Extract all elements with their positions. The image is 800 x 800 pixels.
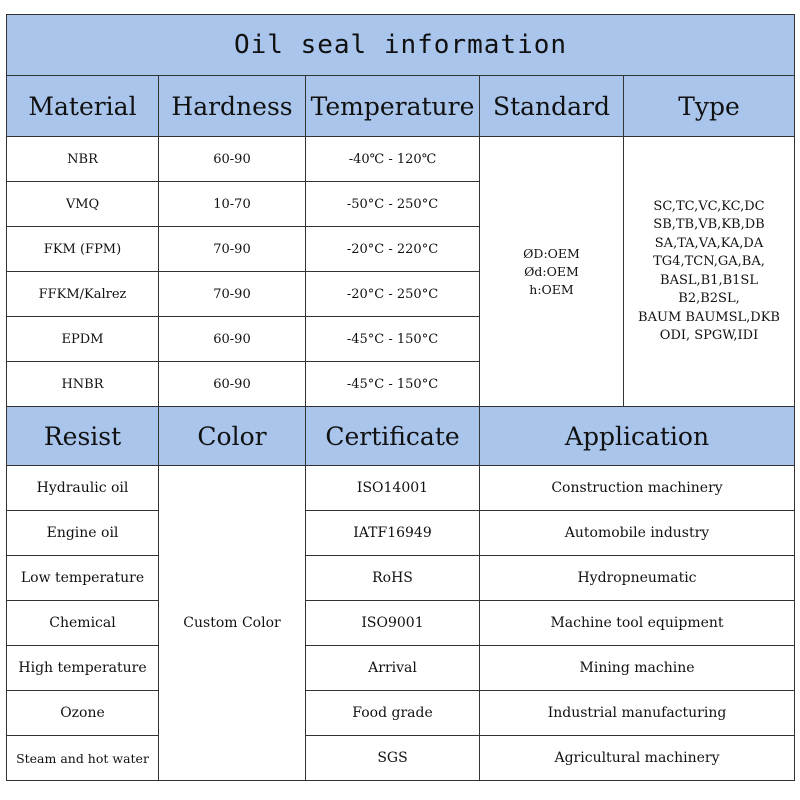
temperature-cell: -20°C - 250°C bbox=[306, 272, 480, 317]
header-certificate: Certificate bbox=[306, 407, 480, 466]
hardness-cell: 70-90 bbox=[159, 272, 306, 317]
type-line: SC,TC,VC,KC,DC bbox=[653, 198, 765, 214]
material-cell: HNBR bbox=[7, 362, 159, 407]
standard-line: h:OEM bbox=[529, 281, 574, 297]
certificate-cell: ISO9001 bbox=[306, 601, 480, 646]
hardness-cell: 70-90 bbox=[159, 227, 306, 272]
resist-cell: Engine oil bbox=[7, 511, 159, 556]
standard-cell bbox=[480, 137, 624, 407]
type-line: ODI, SPGW,IDI bbox=[659, 328, 759, 343]
material-cell: NBR bbox=[7, 137, 159, 182]
type-line: TG4,TCN,GA,BA, bbox=[653, 254, 765, 269]
resist-cell: Hydraulic oil bbox=[7, 466, 159, 511]
header-hardness: Hardness bbox=[159, 76, 306, 137]
resist-cell: High temperature bbox=[7, 646, 159, 691]
header-color: Color bbox=[159, 407, 306, 466]
certificate-cell: Arrival bbox=[306, 646, 480, 691]
color-cell: Custom Color bbox=[159, 466, 306, 781]
header-resist: Resist bbox=[7, 407, 159, 466]
application-cell: Mining machine bbox=[480, 646, 795, 691]
type-line: BAUM BAUMSL,DKB bbox=[638, 309, 780, 325]
standard-line: Ød:OEM bbox=[524, 263, 579, 279]
temperature-cell: -45°C - 150°C bbox=[306, 362, 480, 407]
hardness-cell: 10-70 bbox=[159, 182, 306, 227]
application-cell: Construction machinery bbox=[480, 466, 795, 511]
oil-seal-info-sheet bbox=[6, 14, 794, 786]
type-line: B2,B2SL, bbox=[678, 291, 740, 306]
oil-seal-table bbox=[6, 14, 795, 781]
material-cell: FKM (FPM) bbox=[7, 227, 159, 272]
resist-cell: Chemical bbox=[7, 601, 159, 646]
certificate-cell: RoHS bbox=[306, 556, 480, 601]
type-line: SA,TA,VA,KA,DA bbox=[654, 235, 764, 251]
header-type: Type bbox=[624, 76, 795, 137]
resist-cell: Steam and hot water bbox=[7, 736, 159, 781]
certificate-cell: SGS bbox=[306, 736, 480, 781]
resist-cell: Ozone bbox=[7, 691, 159, 736]
material-cell: FFKM/Kalrez bbox=[7, 272, 159, 317]
table-title: Oil seal information bbox=[7, 15, 795, 76]
hardness-cell: 60-90 bbox=[159, 317, 306, 362]
material-cell: EPDM bbox=[7, 317, 159, 362]
type-cell bbox=[624, 137, 795, 407]
resist-cell: Low temperature bbox=[7, 556, 159, 601]
temperature-cell: -45°C - 150°C bbox=[306, 317, 480, 362]
hardness-cell: 60-90 bbox=[159, 362, 306, 407]
standard-line: ØD:OEM bbox=[523, 245, 580, 261]
certificate-cell: IATF16949 bbox=[306, 511, 480, 556]
hardness-cell: 60-90 bbox=[159, 137, 306, 182]
certificate-cell: ISO14001 bbox=[306, 466, 480, 511]
material-cell: VMQ bbox=[7, 182, 159, 227]
header-temperature: Temperature bbox=[306, 76, 480, 137]
temperature-cell: -50°C - 250°C bbox=[306, 182, 480, 227]
certificate-cell: Food grade bbox=[306, 691, 480, 736]
header-material: Material bbox=[7, 76, 159, 137]
application-cell: Agricultural machinery bbox=[480, 736, 795, 781]
application-cell: Industrial manufacturing bbox=[480, 691, 795, 736]
application-cell: Hydropneumatic bbox=[480, 556, 795, 601]
temperature-cell: -20°C - 220°C bbox=[306, 227, 480, 272]
type-line: BASL,B1,B1SL bbox=[660, 272, 758, 288]
temperature-cell: -40℃ - 120℃ bbox=[306, 137, 480, 182]
header-standard: Standard bbox=[480, 76, 624, 137]
application-cell: Machine tool equipment bbox=[480, 601, 795, 646]
header-application: Application bbox=[480, 407, 795, 466]
application-cell: Automobile industry bbox=[480, 511, 795, 556]
type-line: SB,TB,VB,KB,DB bbox=[653, 217, 765, 232]
